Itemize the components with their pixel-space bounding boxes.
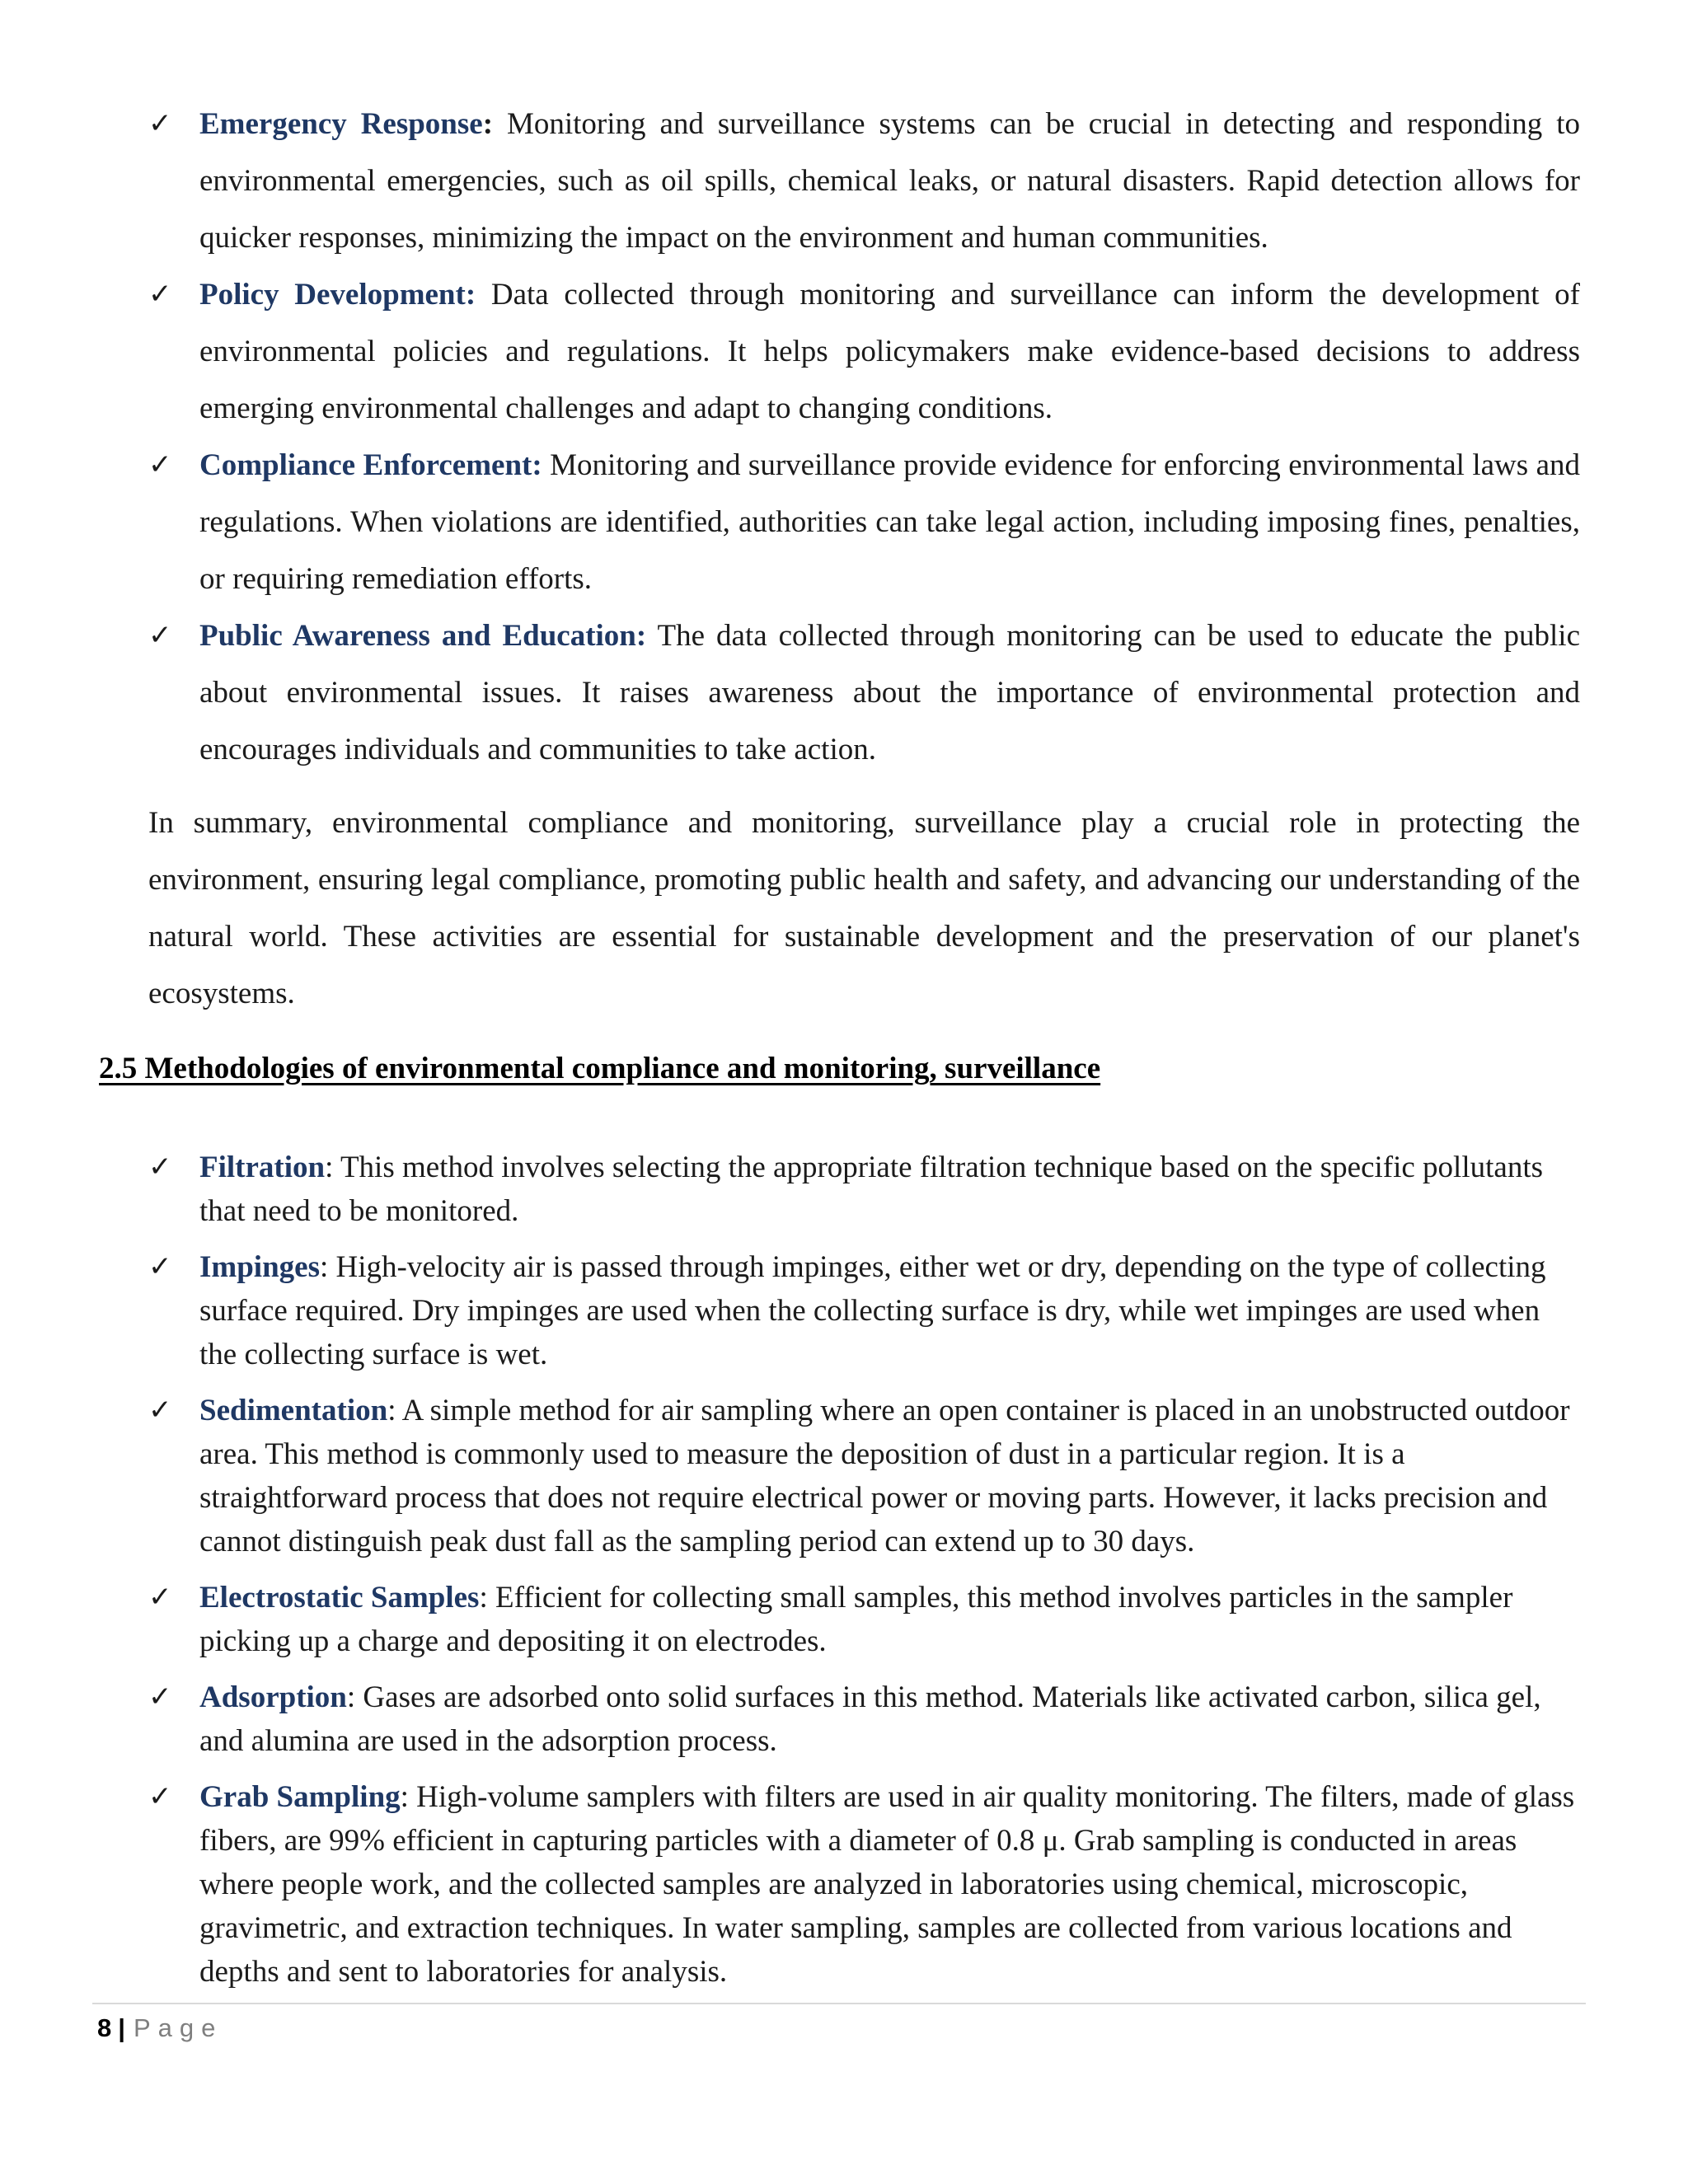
list-item bbox=[148, 1675, 1580, 1763]
list-item-term: Public Awareness and Education: bbox=[199, 619, 647, 653]
checkmark-icon: ✓ bbox=[148, 448, 172, 481]
page-number: 8 bbox=[97, 2013, 112, 2042]
list-item bbox=[148, 96, 1580, 266]
list-item bbox=[148, 1775, 1580, 1994]
page-footer bbox=[97, 2011, 223, 2046]
list-item bbox=[148, 1146, 1580, 1233]
list-item-term: Filtration bbox=[199, 1151, 326, 1184]
summary-paragraph: In summary, environmental compliance and monitoring, surveillance play a crucial role in protecting the environment, ensuring legal compliance, promoting public health and safety, and advancing our understanding of the natural world. These activities are essential for sustainable development and the preservation of our planet's ecosystems. bbox=[148, 806, 1580, 1010]
list-item-text: : A simple method for air sampling where an open container is placed in an unobstructed outdoor area. This method is commonly used to measure the deposition of dust in a particular region. It is a straightforward process that does not require electrical power or moving parts. However, it lacks precision and cannot distinguish peak dust fall as the sampling period can extend up to 30 days. bbox=[199, 1394, 1570, 1558]
checkmark-icon: ✓ bbox=[148, 1394, 172, 1427]
section-heading: 2.5 Methodologies of environmental compliance and monitoring, surveillance bbox=[99, 1052, 1101, 1085]
list-item bbox=[148, 1576, 1580, 1663]
list-item-text: : Gases are adsorbed onto solid surfaces in this method. Materials like activated carbon, silica gel, and alumina are used in the adsorption process. bbox=[199, 1680, 1541, 1758]
list-item bbox=[148, 437, 1580, 607]
checkmark-icon: ✓ bbox=[148, 1581, 172, 1614]
footer-divider bbox=[92, 2003, 1586, 2004]
checkmark-icon: ✓ bbox=[148, 1250, 172, 1283]
list-item bbox=[148, 1245, 1580, 1376]
list-item-text: : High-volume samplers with filters are used in air quality monitoring. The filters, made of glass fibers, are 99% efficient in capturing particles with a diameter of 0.8 μ. Grab sampling is conducted in areas where people work, and the collected samples are analyzed in laboratories using chemical, microscopic, gravimetric, and extraction techniques. In water sampling, samples are collected from various locations and depths and sent to laboratories for analysis. bbox=[199, 1780, 1575, 1989]
list-item bbox=[148, 607, 1580, 778]
list-item-term: Impinges bbox=[199, 1250, 320, 1284]
list-item-term: Electrostatic Samples bbox=[199, 1581, 480, 1615]
checkmark-icon: ✓ bbox=[148, 1680, 172, 1713]
checkmark-icon: ✓ bbox=[148, 1780, 172, 1813]
list-item-text: Monitoring and surveillance provide evidence for enforcing environmental laws and regulations. When violations are identified, authorities can take legal action, including imposing fines, penalties, or requiring remediation efforts. bbox=[199, 448, 1580, 596]
list-item bbox=[148, 266, 1580, 437]
list-item-term: Adsorption bbox=[199, 1680, 347, 1714]
checkmark-icon: ✓ bbox=[148, 278, 172, 311]
footer-separator: | bbox=[118, 2013, 125, 2042]
checkmark-icon: ✓ bbox=[148, 107, 172, 140]
list-item-term: Compliance Enforcement: bbox=[199, 448, 542, 482]
list-item-term: Emergency Response bbox=[199, 107, 483, 141]
list-item-colon: : bbox=[482, 107, 494, 141]
footer-page-label: Page bbox=[133, 2013, 223, 2042]
list-item-text: : Efficient for collecting small samples, this method involves particles in the sampler picking up a charge and depositing it on electrodes. bbox=[199, 1581, 1513, 1658]
list-item-text: : This method involves selecting the appropriate filtration technique based on the specific pollutants that need to be monitored. bbox=[199, 1151, 1543, 1228]
list-item-term: Grab Sampling bbox=[199, 1780, 401, 1814]
list-item-term: Sedimentation bbox=[199, 1394, 388, 1427]
list-item-text: : High-velocity air is passed through impinges, either wet or dry, depending on the type of collecting surface required. Dry impinges are used when the collecting surface is dry, while wet impinges are used when the collecting surface is wet. bbox=[199, 1250, 1546, 1371]
list-item bbox=[148, 1389, 1580, 1563]
importance-list bbox=[148, 96, 1580, 778]
checkmark-icon: ✓ bbox=[148, 619, 172, 652]
list-item-text: The data collected through monitoring can be used to educate the public about environmental issues. It raises awareness about the importance of environmental protection and encourages individuals and communities to take action. bbox=[199, 619, 1581, 766]
checkmark-icon: ✓ bbox=[148, 1151, 172, 1183]
list-item-text: Data collected through monitoring and surveillance can inform the development of environmental policies and regulations. It helps policymakers make evidence-based decisions to address emerging environmental challenges and adapt to changing conditions. bbox=[199, 278, 1580, 425]
methodologies-list bbox=[148, 1146, 1580, 2006]
list-item-term: Policy Development: bbox=[199, 278, 476, 312]
list-item-text: Monitoring and surveillance systems can be crucial in detecting and responding to environmental emergencies, such as oil spills, chemical leaks, or natural disasters. Rapid detection allows for quicker responses, minimizing the impact on the environment and human communities. bbox=[199, 107, 1580, 255]
